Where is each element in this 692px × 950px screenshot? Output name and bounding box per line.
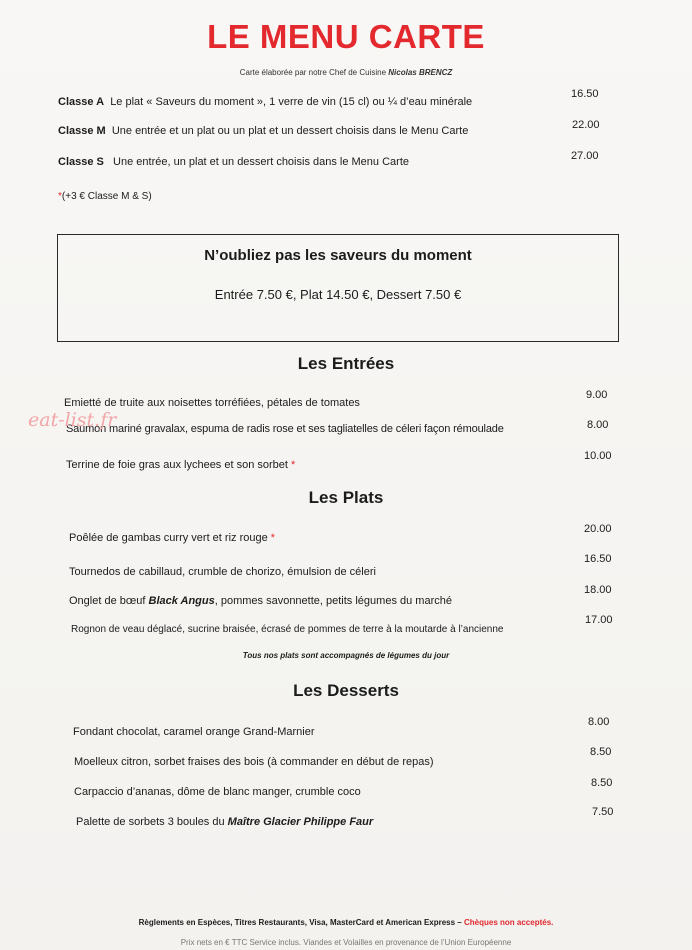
dish-price: 8.00 [587, 419, 609, 431]
formule-classe: Classe A [58, 96, 105, 108]
formule-description: Une entrée et un plat ou un plat et un dessert choisis dans le Menu Carte [111, 125, 469, 137]
dish-name-prefix: Palette de sorbets 3 boules du [76, 816, 225, 828]
dish-price: 8.50 [591, 777, 613, 789]
formule-row-m [58, 125, 468, 137]
formule-classe: Classe M [58, 125, 106, 137]
dish-name-emphasis: Maître Glacier Philippe Faur [227, 816, 374, 828]
dish-name-suffix: , pommes savonnette, petits légumes du marché [214, 595, 452, 607]
menu-subtitle [0, 68, 692, 77]
dish-price: 10.00 [584, 450, 612, 462]
dish-name-prefix: Onglet de bœuf [69, 595, 146, 607]
formule-description: Le plat « Saveurs du moment », 1 verre de vin (15 cl) ou ¼ d’eau minérale [110, 96, 473, 108]
saveurs-du-moment-box [57, 234, 619, 342]
formule-price: 22.00 [572, 119, 600, 131]
dish-name: Terrine de foie gras aux lychees et son sorbet [66, 459, 288, 471]
subtitle-prefix: Carte élaborée par notre Chef de Cuisine [239, 68, 387, 77]
payment-footer [0, 918, 692, 927]
box-prices: Entrée 7.50 €, Plat 14.50 €, Dessert 7.50 € [214, 287, 462, 302]
dish-price: 9.00 [586, 389, 608, 401]
formule-row-s [58, 156, 409, 168]
dish-name: Poêlée de gambas curry vert et riz rouge [69, 532, 268, 544]
dish-price: 8.00 [588, 716, 610, 728]
dish-star: * [270, 532, 276, 544]
dish-name-emphasis: Black Angus [148, 595, 215, 607]
dish-name: Emietté de truite aux noisettes torréfiées, pétales de tomates [64, 397, 360, 409]
dish-name: Rognon de veau déglacé, sucrine braisée, écrasé de pommes de terre à la moutarde à l’ancienne [71, 624, 504, 635]
dish-name: Carpaccio d’ananas, dôme de blanc manger, crumble coco [74, 786, 361, 798]
watermark: eat-list.fr [28, 409, 117, 431]
dish-row [66, 459, 295, 471]
dish-name: Saumon mariné gravalax, espuma de radis rose et ses tagliatelles de céleri façon rémoulade [66, 423, 504, 435]
formule-description: Une entrée, un plat et un dessert choisis dans le Menu Carte [113, 156, 409, 168]
dish-name: Fondant chocolat, caramel orange Grand-Marnier [73, 726, 315, 738]
box-heading: N’oubliez pas les saveurs du moment [204, 247, 472, 264]
plats-note: Tous nos plats sont accompagnés de légumes du jour [242, 651, 450, 660]
supplement-star: * [58, 191, 62, 202]
section-title-entrees: Les Entrées [297, 354, 395, 373]
dish-price: 20.00 [584, 523, 612, 535]
legal-footer: Prix nets en € TTC Service inclus. Viandes et Volailles en provenance de l’Union Européenne [180, 938, 512, 947]
dish-price: 7.50 [592, 806, 614, 818]
dish-price: 17.00 [585, 614, 613, 626]
dish-row [69, 532, 275, 544]
payment-text: Règlements en Espèces, Titres Restaurants, Visa, MasterCard et American Express – [138, 918, 462, 927]
cheques-notice: Chèques non acceptés. [464, 918, 554, 927]
dish-name: Moelleux citron, sorbet fraises des bois (à commander en début de repas) [74, 756, 434, 768]
dish-star: * [291, 459, 296, 471]
menu-title: LE MENU CARTE [207, 18, 485, 55]
chef-name: Nicolas BRENCZ [388, 68, 453, 77]
formule-price: 27.00 [571, 150, 599, 162]
supplement-note [58, 191, 152, 202]
dish-price: 8.50 [590, 746, 612, 758]
formule-price: 16.50 [571, 88, 599, 100]
formule-classe: Classe S [58, 156, 104, 168]
dish-name: Tournedos de cabillaud, crumble de chorizo, émulsion de céleri [69, 566, 376, 578]
dish-price: 16.50 [584, 553, 612, 565]
formule-row-a [58, 96, 472, 108]
dish-row [76, 816, 373, 828]
dish-row [69, 595, 452, 607]
section-title-plats: Les Plats [308, 488, 384, 507]
supplement-text: (+3 € Classe M & S) [61, 191, 152, 202]
section-title-desserts: Les Desserts [293, 681, 399, 700]
dish-price: 18.00 [584, 584, 612, 596]
